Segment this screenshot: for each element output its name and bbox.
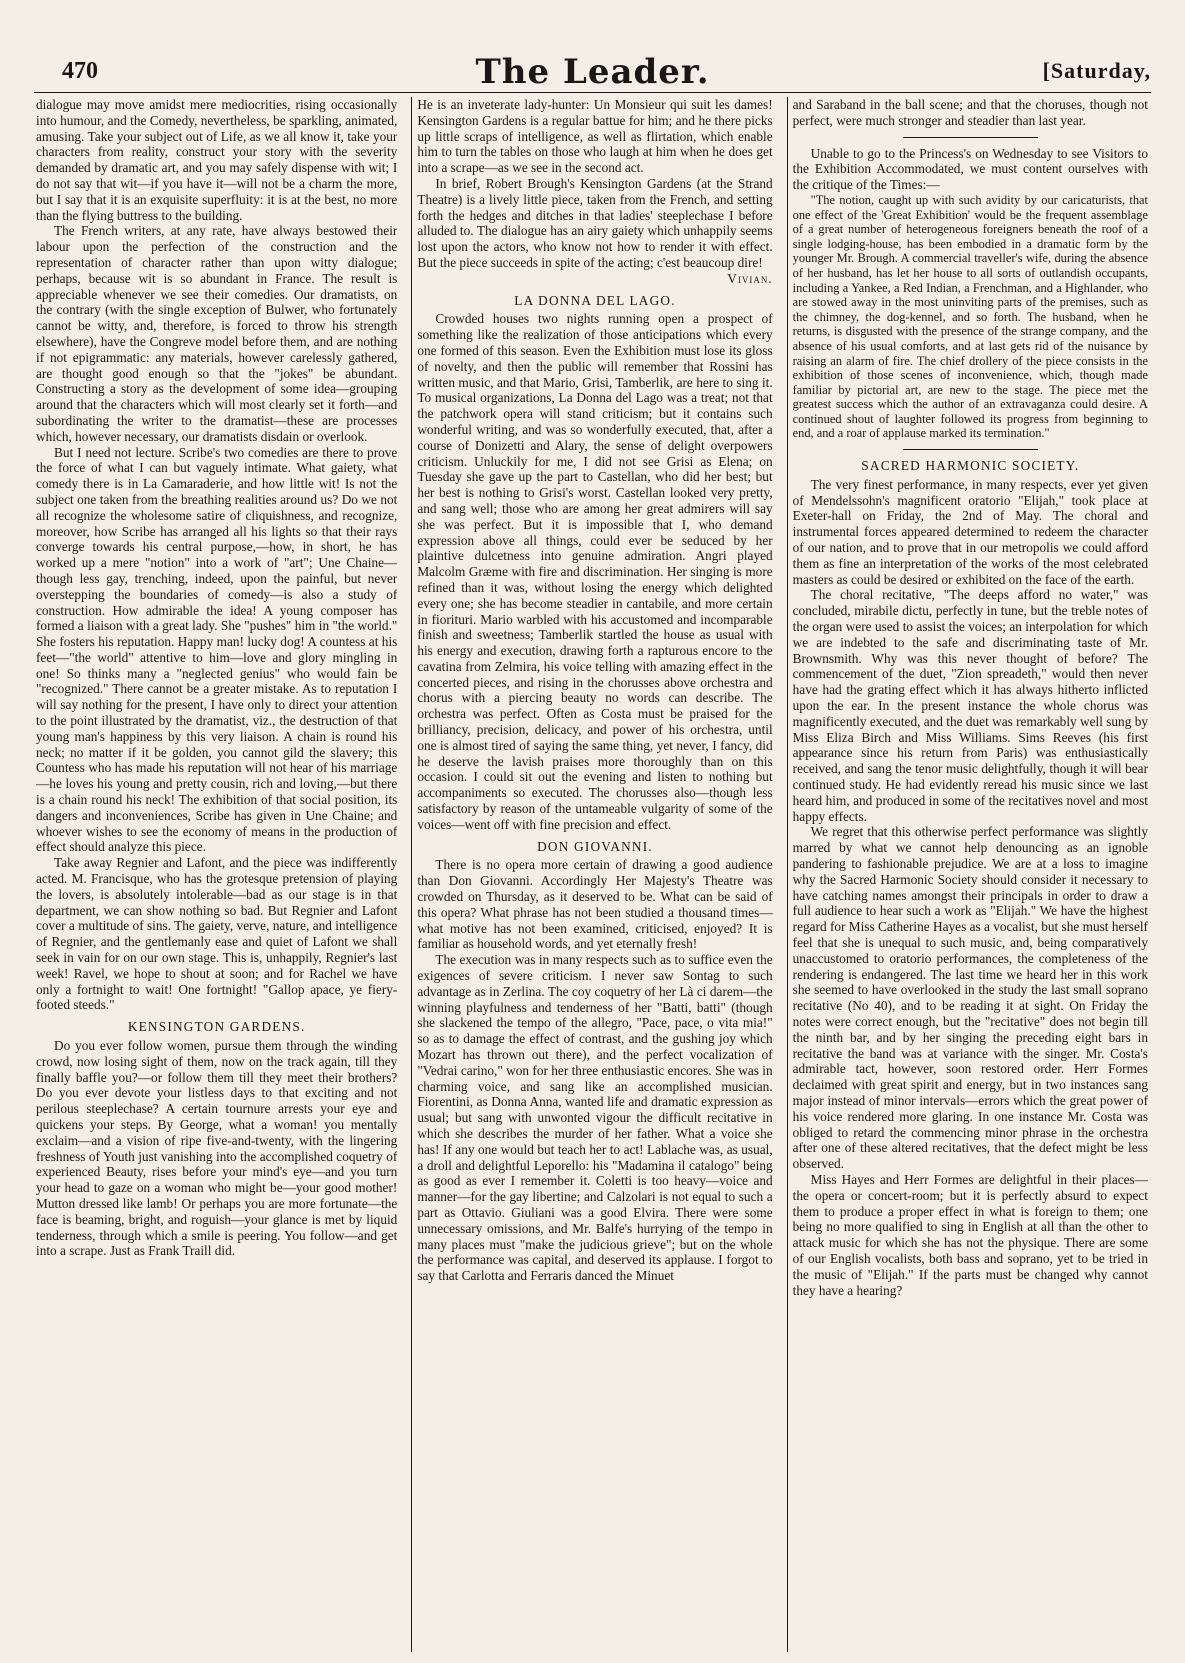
newspaper-title: The Leader.	[475, 52, 710, 92]
article-columns	[36, 97, 1148, 1652]
masthead	[34, 52, 1151, 93]
paragraph: We regret that this otherwise perfect performance was slightly marred by what we cannot help denouncing as an ignoble pandering to fashionable prejudice. We are at a loss to imagine why the Sacred Harmonic Society should consider it necessary to have catching names amongst their principals in order to draw a full audience to hear such a work as "Elijah." We have the highest regard for Miss Catherine Hayes as a vocalist, but she must herself feel that she is unequal to such music, and, being comparatively unaccustomed to oratorio performances, the completeness of the rendering is endangered. The last time we heard her in this work she seemed to have overlooked in the study the last small soprano recitative (No 40), and to be reading it at sight. On Friday the notes were correct enough, but the "recitative" does not begin till the ninth bar, and by her singing the preceding eight bars in recitative the band was at variance with the singer. Mr. Costa's admirable tact, however, soon restored order. Herr Formes declaimed with great spirit and energy, but in two instances sang major instead of minor intervals—errors which the great power of his voice rendered more glaring. In one instance Mr. Costa was obliged to retard the commencing minor phrase in the orchestra after one of these altered recitatives, that the defect might be less observed.	[792, 824, 1148, 1172]
paragraph: The very finest performance, in many respects, ever yet given of Mendelssohn's magnificent oratorio "Elijah," took place at Exeter-hall on Friday, the 2nd of May. The choral and instrumental forces appeared determined to redeem the character of our nation, and to prove that in our metropolis we could afford them as fine an interpretation of the works of the most celebrated masters as could be desired or exhibited on the face of the earth.	[792, 476, 1148, 587]
paragraph: The execution was in many respects such as to suffice even the exigences of severe criticism. I never saw Sontag to such advantage as in Zerlina. The coy coquetry of her Là ci darem—the winning playfulness and tenderness of her "Batti, batti" (though she slackened the tempo of the allegro, "Pace, pace, o vita mia!" so as to damage the effect of contrast, and the gushing joy which Mozart has thrown out there), and the perfect vocalization of "Vedrai carino," won for her three enthusiastic encores. She was in charming voice, and sang like an accomplished musician. Fiorentini, as Donna Anna, wanted life and dramatic expression as usual; but sang with unwonted vigour the difficult recitative in which she describes the murder of her father. What a voice she has! If any one would but teach her to act! Lablache was, as usual, a droll and delightful Leporello: his "Madamina il catalogo" being as good as ever I remember it. Coletti is too heavy—voice and manner—for the gay libertine; and Calzolari is not equal to such a part as Ottavio. Giuliani was a good Elvira. There were some unnecessary omissions, and Mr. Balfe's hurrying of the tempo in many places must "make the judicious grieve"; but on the whole the performance was capital, and deserved its applause. I forgot to say that Carlotta and Ferraris danced the Minuet	[417, 952, 773, 1284]
section-heading: KENSINGTON GARDENS.	[127, 1019, 306, 1035]
section-divider	[903, 449, 1038, 450]
column-1	[36, 97, 397, 1652]
page-number: 470	[62, 58, 98, 84]
paragraph: The French writers, at any rate, have always bestowed their labour upon the perfection of the construction and the representation of character rather than upon witty dialogue; perhaps, because wit is so abundant in France. The result is appreciable whenever we see their comedies. Our dramatists, on the contrary (with the single exception of Bulwer, who fortunately cannot be witty, and, therefore, is forced to throw his strength elsewhere), have the Congreve model before them, and are nothing if not epigrammatic: any materials, however carelessly gathered, are thought good enough so that the "jokes" be abundant. Constructing a story as the development of some idea—grouping around that the characters which will most clearly set it forth—and subordinating the writer to the dramatist—these are processes which, however necessary, our dramatists disdain or overlook.	[36, 223, 398, 444]
paragraph: and Saraband in the ball scene; and that the choruses, though not perfect, were much stronger and steadier than last year.	[792, 97, 1148, 128]
author-signature: Vivian.	[727, 270, 773, 286]
column-2	[411, 97, 772, 1652]
paragraph: But I need not lecture. Scribe's two comedies are there to prove the force of what I can but vaguely intimate. What gaiety, what comedy there is in La Camaraderie, and how little wit! Is not the subject one taken from the breathing realities around us? Do we not all recognize the wholesome satire of cliquishness, and recognize, moreover, how Scribe has arranged all his lights so that their rays converge towards his central purpose,—how, in short, he has worked up a mere "notion" into a work of "art"; Une Chaine—though less gay, trenching, indeed, upon the painful, but never overstepping the boundaries of comedy—is also a study of construction. How admirable the idea! A young composer has formed a liaison with a great lady. She "pushes" him in "the world." She fosters his reputation. Happy man! lucky dog! A countess at his feet—"the world" attentive to him—love and glory mingling in one! So thinks many a "neglected genius" who would fain be "recognized." There cannot be a greater mistake. As to reputation I will say nothing for the present, I have only to direct your attention to the point illustrated by the dramatist, viz., the destruction of that young man's happiness by this very liaison. A chain is round his neck; no matter if it be golden, you cannot gild the slavery; this Countess who has made his reputation will not hear of his marriage—he loves his young and pretty cousin, rich and loving,—but there is a chain round his neck! The exhibition of that social position, its dangers and inconveniences, Scribe has given in Une Chaine; and whoever wishes to see the economy of means in the production of effect should analyze this piece.	[36, 444, 398, 855]
column-3	[787, 97, 1148, 1652]
paragraph: Crowded houses two nights running open a prospect of something like the realization of those anticipations which every one formed of this season. Even the Exhibition must lose its gloss of novelty, and then the public will remember that Rossini has written music, and that Mario, Grisi, Tamberlik, are here to sing it. To musical organizations, La Donna del Lago was a treat; not that the patchwork opera will stand criticism; but it contains such wonderful writing, and was so wonderfully executed, that, after a course of Donizetti and Alary, the sense of delight overpowers criticism. Unluckily for me, I did not see Grisi as Elena; on Tuesday she gave up the part to Castellan, who did her best; but her best is nothing to Grisi's worst. Castellan looked very pretty, and sang well; those who are among her great admirers will say she was perfect. But it is impossible that I, who demand expression above all things, could ever be seduced by her plaintive dulcetness into genuine admiration. Angri played Malcolm Græme with fire and discrimination. Her singing is more refined than it was, without losing the energy which delighted every one; she has become steadier in cantabile, and more certain in fioriturі. Mario warbled with his accustomed and incomparable finish and sweetness; Tamberlik startled the house as usual with his energy and execution, drawing forth a rapturous encore to the cavatina from Zelmira, his voice telling with amazing effect in the concerted pieces, and rising in the chorusses above orchestra and chorus with a piercing beauty no words can describe. The orchestra was perfect. Often as Costa must be praised for the brilliancy, precision, delicacy, and power of his orchestra, until one is almost tired of saying the same thing, yet never, I fancy, did he deserve the lavish praises more thoroughly than on this occasion. I could sit out the evening and listen to nothing but accompaniments so executed. The chorusses also—though less satisfactory by reason of the untameable vulgarity of some of the voices—went off with fine precision and effect.	[417, 311, 773, 832]
issue-day: [Saturday,	[1042, 58, 1151, 83]
section-divider	[903, 137, 1038, 138]
quoted-review: "The notion, caught up with such avidity by our caricaturists, that one effect of the 'Great Exhibition' would be the frequent assemblage of a great number of heterogeneous foreigners beneath the roof of a single lodging-house, has been embodied in a dramatic form by the younger Mr. Brough. A commercial traveller's wife, during the absence of her husband, has let her house to all sorts of outlandish occupants, including a Yankee, a Red Indian, a Frenchman, and a Highlander, who are stowed away in the most uninviting parts of the premises, such as the chimney, the dog-kennel, and so forth. The husband, when he returns, is disgusted with the presence of the strange company, and the absence of his usual comforts, and at last gets rid of the nuisance by raising an alarm of fire. The chief drollery of the piece consists in the exhibition of those scenes of inconvenience, which, though made familiar by pictorial art, are new to the stage. The piece met the greatest success which the author of an extravaganza could desire. A continued shout of laughter followed its progress from beginning to end, and a roar of applause marked its termination."	[792, 192, 1148, 441]
paragraph: In brief, Robert Brough's Kensington Gardens (at the Strand Theatre) is a lively little piece, taken from the French, and setting forth the hedges and ditches in that ladies' steeplechase I before alluded to. The dialogue has an airy gaiety which unhappily seems lost upon the actors, who know not how to render it with effect. But the piece succeeds in spite of the acting; c'est beaucoup dire!	[417, 175, 773, 270]
paragraph: Unable to go to the Princess's on Wednesday to see Visitors to the Exhibition Accommodated, we must content ourselves with the critique of the Times:—	[792, 145, 1148, 193]
paragraph: The choral recitative, "The deeps afford no water," was concluded, mirabile dictu, perfectly in tune, but the treble notes of the organ were used to assist the voices; an interpolation for which we are indebted to the safe and discriminating taste of Mr. Brownsmith. Why was this never thought of before? The commencement of the duet, "Zion spreadeth," would then never have had the grating effect which it has always hitherto inflicted upon the ear. In the present instance the whole chorus was magnificently executed, and the duet was remarkably well sung by Miss Eliza Birch and Miss Williams. Sims Reeves (his first appearance since his return from Paris) was enthusiastically received, and sang the tenor music delightfully, though it will bear continued study. He had evidently reread his music since we last heard him, and produced in some of the recitatives novel and most happy effects.	[792, 587, 1148, 824]
section-heading: SACRED HARMONIC SOCIETY.	[861, 458, 1080, 474]
section-heading: LA DONNA DEL LAGO.	[514, 292, 676, 308]
paragraph: Miss Hayes and Herr Formes are delightful in their places—the opera or concert-room; but it is perfectly absurd to expect them to produce a proper effect in what is foreign to them; one being no more qualified to sing in English at all than the other to attack music for which she has not the physique. There are some of our English vocalists, both bass and soprano, yet to be tried in the music of "Elijah." If the parts must be changed why cannot they have a hearing?	[792, 1171, 1148, 1298]
paragraph: Do you ever follow women, pursue them through the winding crowd, now losing sight of them, now on the track again, till they finally baffle you?—or follow them till they meet their brothers? Do you ever devote your listless days to that exciting and not perilous steeplechase? A certain tournure arrests your eye and quickens your steps. By George, what a woman! you mentally exclaim—and a vision of ripe five-and-twenty, with the lingering freshness of Youth just vanishing into the accomplished coquetry of experienced Beauty, rises before your mind's eye—and you turn your head to gaze on a woman who might be—your good mother! Mutton dressed like lamb! Or perhaps you are more fortunate—the face is beaming, bright, and roguish—your glance is met by liquid tenderness, through which a smile is peering. You follow—and get into a scrape. Just as Frank Traill did.	[36, 1038, 398, 1259]
paragraph: He is an inveterate lady-hunter: Un Monsieur qui suit les dames! Kensington Gardens is a regular battue for him; and he there picks up little scraps of intelligence, as well as flirtation, which enable him to turn the tables on those who laugh at him when he does get into a scrape—as we see in the second act.	[417, 97, 773, 176]
section-heading: DON GIOVANNI.	[537, 838, 653, 854]
paragraph: There is no opera more certain of drawing a good audience than Don Giovanni. Accordingly Her Majesty's Theatre was crowded on Thursday, as it deserved to be. What can be said of this opera? What phrase has not been studied a thousand times—what motive has not been examined, criticised, enjoyed? It is familiar as household words, and yet eternally fresh!	[417, 857, 773, 952]
paragraph: Take away Regnier and Lafont, and the piece was indifferently acted. M. Francisque, who has the grotesque pretension of playing the lovers, is absolutely intolerable—bad as our stage is in that department, we can show nothing so bad. But Regnier and Lafont cover a multitude of sins. The gaiety, verve, nature, and intelligence of Regnier, and the gentlemanly ease and quiet of Lafont we shall seek in vain for on our own stage. This is, unhappily, Regnier's last week! Ravel, we hope to shout at soon; and for Rachel we have only a fortnight to wait! One fortnight! "Gallop apace, ye fiery-footed steeds."	[36, 855, 398, 1013]
paragraph: dialogue may move amidst mere mediocrities, rising occasionally into humour, and the Comedy, nevertheless, be sparkling, animated, amusing. Take your subject out of Life, as we all know it, take your characters from reality, construct your story with the severity demanded by dramatic art, and you may safely dispense with wit; I do not say that wit—if you have it—will not be a charm the more, but I say that it is an exquisite superfluity: it is at the best, no more than the flying buttress to the building.	[36, 97, 398, 223]
